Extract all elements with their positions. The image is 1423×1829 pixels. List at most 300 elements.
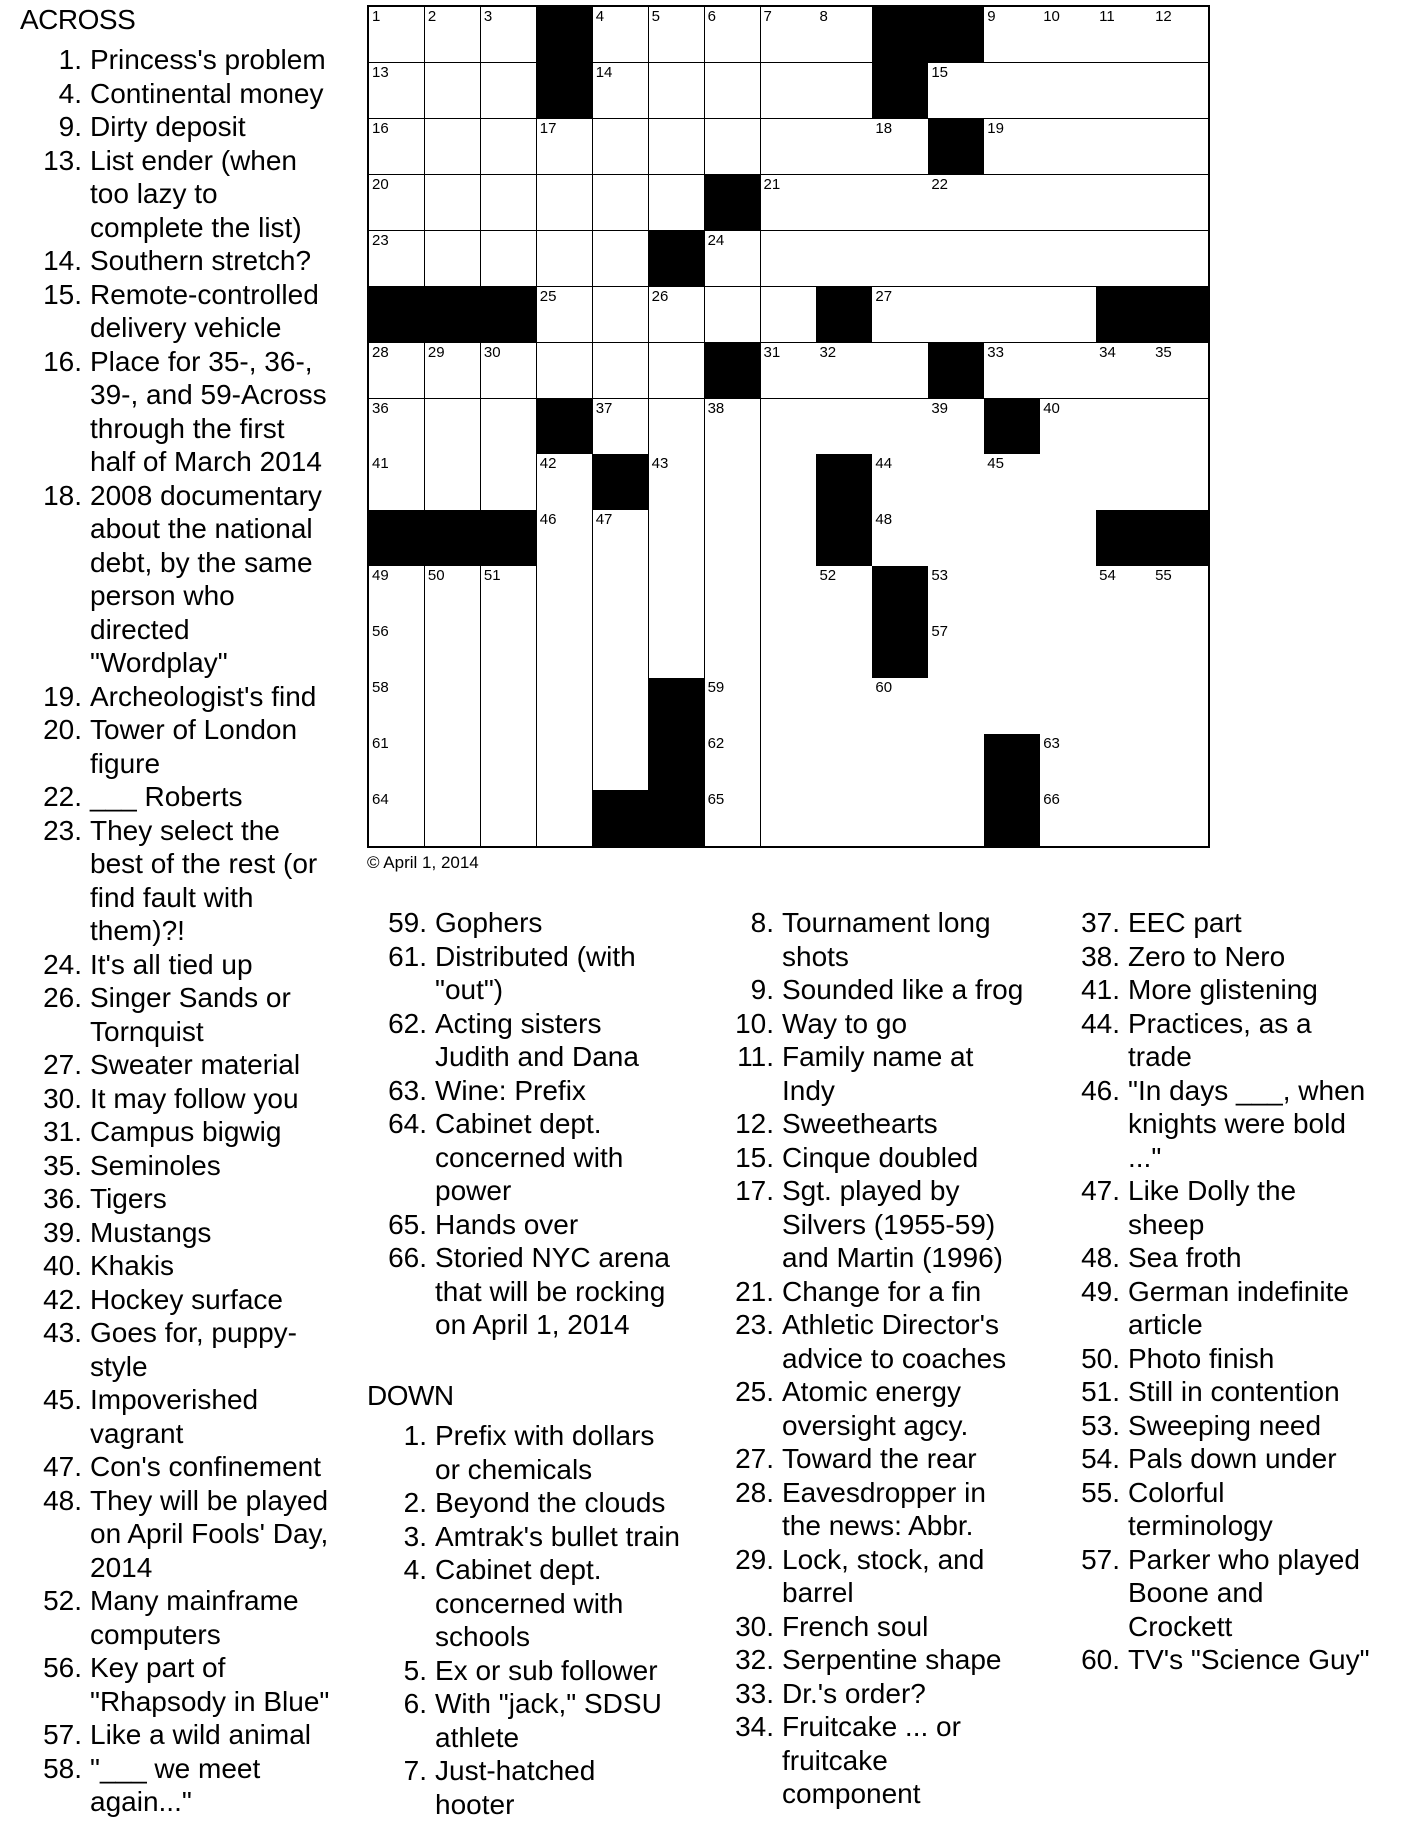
grid-cell[interactable] xyxy=(537,510,593,566)
grid-cell[interactable] xyxy=(593,7,649,63)
clue-text xyxy=(90,1584,350,1651)
clue-item xyxy=(20,1450,350,1484)
grid-cell[interactable] xyxy=(481,566,537,622)
grid-cell[interactable] xyxy=(872,287,928,343)
grid-cell[interactable] xyxy=(425,399,481,455)
grid-cell[interactable] xyxy=(537,454,593,510)
grid-cell[interactable] xyxy=(1040,399,1096,455)
grid-cell-number: 36 xyxy=(372,399,389,417)
grid-cell[interactable] xyxy=(761,399,817,455)
grid-cell[interactable] xyxy=(705,119,761,175)
grid-cell[interactable] xyxy=(705,7,761,63)
grid-cell[interactable] xyxy=(425,734,481,790)
grid-cell[interactable] xyxy=(1152,790,1208,846)
clue-line: Sea froth xyxy=(1128,1242,1242,1273)
clue-line: Judith and Dana xyxy=(435,1041,639,1072)
grid-cell[interactable] xyxy=(537,566,593,622)
clue-number: 2. xyxy=(403,1487,427,1518)
clue-item xyxy=(1058,1442,1418,1476)
grid-cell[interactable] xyxy=(816,399,872,455)
grid-cell[interactable] xyxy=(1096,343,1152,399)
grid-cell[interactable] xyxy=(928,231,984,287)
grid-cell[interactable] xyxy=(984,510,1040,566)
grid-cell[interactable] xyxy=(1096,566,1152,622)
grid-cell[interactable] xyxy=(369,7,425,63)
clue-line: Eavesdropper in xyxy=(782,1476,986,1508)
grid-cell[interactable] xyxy=(1096,678,1152,734)
grid-cell[interactable] xyxy=(816,231,872,287)
crossword-grid xyxy=(367,5,1210,848)
grid-cell[interactable] xyxy=(705,790,761,846)
clue-item xyxy=(712,1275,1052,1309)
clue-item xyxy=(365,1486,705,1520)
grid-cell[interactable] xyxy=(1096,622,1152,678)
grid-cell[interactable] xyxy=(1152,175,1208,231)
grid-cell[interactable] xyxy=(816,119,872,175)
clue-number: 50. xyxy=(1081,1342,1120,1374)
clue-number: 38. xyxy=(1081,940,1120,972)
grid-cell[interactable] xyxy=(1152,119,1208,175)
clue-text xyxy=(1128,1543,1418,1644)
grid-cell[interactable] xyxy=(928,454,984,510)
clue-text xyxy=(90,1450,350,1484)
clue-text xyxy=(782,1174,1052,1275)
grid-cell[interactable] xyxy=(928,510,984,566)
grid-cell[interactable] xyxy=(1040,454,1096,510)
grid-cell[interactable] xyxy=(1096,231,1152,287)
grid-cell-number: 4 xyxy=(595,8,605,25)
clue-item xyxy=(1058,973,1418,1007)
grid-cell[interactable] xyxy=(872,790,928,846)
clue-text xyxy=(90,110,350,144)
clue-line: Sweater material xyxy=(90,1049,301,1080)
clue-number: 37. xyxy=(1081,907,1120,938)
grid-cell[interactable] xyxy=(872,231,928,287)
clue-line: about the national xyxy=(90,513,313,544)
grid-cell[interactable] xyxy=(369,63,425,119)
grid-cell[interactable] xyxy=(481,678,537,734)
clue-number: 36. xyxy=(43,1183,82,1214)
grid-cell[interactable] xyxy=(761,287,817,343)
grid-cell[interactable] xyxy=(984,287,1040,343)
clue-item xyxy=(365,940,705,1007)
grid-cell[interactable] xyxy=(649,287,705,343)
grid-cell[interactable] xyxy=(481,119,537,175)
grid-cell[interactable] xyxy=(1096,790,1152,846)
clue-number: 14. xyxy=(43,245,82,276)
grid-cell[interactable] xyxy=(369,399,425,455)
grid-cell[interactable] xyxy=(872,343,928,399)
grid-cell[interactable] xyxy=(425,566,481,622)
grid-cell[interactable] xyxy=(537,175,593,231)
grid-cell[interactable] xyxy=(872,734,928,790)
clue-item xyxy=(20,1048,350,1082)
clue-text xyxy=(90,479,350,680)
grid-cell[interactable] xyxy=(369,678,425,734)
grid-cell[interactable] xyxy=(1152,63,1208,119)
grid-cell[interactable] xyxy=(649,510,705,566)
grid-block xyxy=(872,63,928,119)
grid-cell[interactable] xyxy=(481,63,537,119)
grid-cell[interactable] xyxy=(649,622,705,678)
clue-text xyxy=(782,1610,1052,1644)
grid-cell[interactable] xyxy=(761,566,817,622)
grid-cell-number: 61 xyxy=(372,735,389,753)
grid-cell[interactable] xyxy=(1152,343,1208,399)
grid-cell[interactable] xyxy=(928,734,984,790)
grid-cell[interactable] xyxy=(928,622,984,678)
grid-cell[interactable] xyxy=(593,622,649,678)
grid-cell[interactable] xyxy=(928,63,984,119)
clue-line: 2008 documentary xyxy=(90,479,322,511)
grid-cell[interactable] xyxy=(1096,63,1152,119)
clue-text xyxy=(1128,1007,1418,1074)
grid-cell[interactable] xyxy=(872,454,928,510)
grid-cell[interactable] xyxy=(761,119,817,175)
grid-cell[interactable] xyxy=(369,790,425,846)
grid-cell[interactable] xyxy=(593,678,649,734)
grid-cell[interactable] xyxy=(1040,231,1096,287)
clue-number: 52. xyxy=(43,1585,82,1616)
clue-line: Family name at xyxy=(782,1041,974,1072)
grid-cell[interactable] xyxy=(761,734,817,790)
grid-cell[interactable] xyxy=(593,287,649,343)
grid-cell[interactable] xyxy=(537,343,593,399)
grid-cell[interactable] xyxy=(593,63,649,119)
grid-cell[interactable] xyxy=(537,790,593,846)
grid-cell[interactable] xyxy=(481,790,537,846)
grid-cell[interactable] xyxy=(705,231,761,287)
grid-cell[interactable] xyxy=(1152,231,1208,287)
clue-line: style xyxy=(90,1350,148,1382)
grid-cell-number: 26 xyxy=(651,287,669,305)
grid-cell[interactable] xyxy=(1040,734,1096,790)
clue-number: 45. xyxy=(43,1384,82,1415)
grid-cell[interactable] xyxy=(425,119,481,175)
grid-cell[interactable] xyxy=(649,454,705,510)
grid-cell[interactable] xyxy=(1152,566,1208,622)
grid-cell[interactable] xyxy=(369,566,425,622)
grid-cell[interactable] xyxy=(649,566,705,622)
clue-line: With "jack," SDSU xyxy=(435,1688,662,1719)
grid-cell[interactable] xyxy=(369,119,425,175)
grid-cell[interactable] xyxy=(816,63,872,119)
grid-cell[interactable] xyxy=(872,399,928,455)
clue-line: again..." xyxy=(90,1786,192,1817)
grid-cell[interactable] xyxy=(1040,63,1096,119)
grid-cell-number: 57 xyxy=(931,623,949,641)
clue-line: Tower of London xyxy=(90,714,298,745)
clue-item xyxy=(20,43,350,77)
grid-cell[interactable] xyxy=(425,790,481,846)
grid-cell[interactable] xyxy=(1096,399,1152,455)
grid-cell[interactable] xyxy=(984,566,1040,622)
grid-cell[interactable] xyxy=(1040,119,1096,175)
clue-line: Pals down under xyxy=(1128,1443,1337,1474)
grid-cell[interactable] xyxy=(593,343,649,399)
grid-cell[interactable] xyxy=(984,678,1040,734)
grid-cell[interactable] xyxy=(872,175,928,231)
grid-cell[interactable] xyxy=(761,678,817,734)
clue-line: the news: Abbr. xyxy=(782,1510,974,1541)
grid-cell[interactable] xyxy=(816,734,872,790)
clue-item xyxy=(712,1677,1052,1711)
grid-cell[interactable] xyxy=(705,454,761,510)
grid-cell[interactable] xyxy=(761,231,817,287)
clue-line: Like Dolly the xyxy=(1128,1175,1297,1206)
grid-cell[interactable] xyxy=(705,622,761,678)
grid-cell[interactable] xyxy=(425,231,481,287)
grid-cell[interactable] xyxy=(1040,175,1096,231)
grid-cell-number: 15 xyxy=(931,63,949,81)
grid-cell[interactable] xyxy=(481,454,537,510)
grid-cell[interactable] xyxy=(816,7,872,63)
clue-number: 48. xyxy=(43,1484,82,1516)
grid-block xyxy=(649,231,705,287)
grid-cell[interactable] xyxy=(649,7,705,63)
clue-text xyxy=(435,1553,705,1654)
clue-item xyxy=(20,1484,350,1585)
grid-cell[interactable] xyxy=(984,175,1040,231)
grid-cell[interactable] xyxy=(984,622,1040,678)
grid-cell[interactable] xyxy=(872,510,928,566)
grid-cell[interactable] xyxy=(1152,622,1208,678)
grid-cell[interactable] xyxy=(593,566,649,622)
grid-cell[interactable] xyxy=(816,622,872,678)
grid-cell[interactable] xyxy=(425,7,481,63)
grid-block xyxy=(481,287,537,343)
grid-cell[interactable] xyxy=(1152,399,1208,455)
grid-cell[interactable] xyxy=(481,622,537,678)
clue-line: 39-, and 59-Across xyxy=(90,379,327,410)
grid-cell[interactable] xyxy=(593,119,649,175)
grid-cell[interactable] xyxy=(481,734,537,790)
grid-cell[interactable] xyxy=(481,7,537,63)
grid-cell[interactable] xyxy=(1040,7,1096,63)
grid-cell[interactable] xyxy=(1152,454,1208,510)
grid-cell[interactable] xyxy=(537,119,593,175)
grid-cell[interactable] xyxy=(705,287,761,343)
grid-cell[interactable] xyxy=(928,175,984,231)
grid-cell[interactable] xyxy=(1040,678,1096,734)
clue-item xyxy=(1058,1342,1418,1376)
clue-number: 17. xyxy=(735,1175,774,1206)
grid-cell[interactable] xyxy=(537,622,593,678)
grid-cell[interactable] xyxy=(649,343,705,399)
grid-cell[interactable] xyxy=(369,343,425,399)
clue-number: 32. xyxy=(735,1644,774,1675)
grid-cell[interactable] xyxy=(593,734,649,790)
clue-number: 15. xyxy=(735,1141,774,1173)
grid-cell-number: 47 xyxy=(595,511,613,529)
clue-line: More glistening xyxy=(1128,974,1318,1005)
grid-cell[interactable] xyxy=(928,566,984,622)
grid-cell[interactable] xyxy=(1096,7,1152,63)
grid-cell[interactable] xyxy=(872,119,928,175)
grid-cell[interactable] xyxy=(984,343,1040,399)
clue-item xyxy=(365,1687,705,1754)
grid-cell[interactable] xyxy=(984,119,1040,175)
grid-cell[interactable] xyxy=(705,399,761,455)
grid-cell[interactable] xyxy=(761,510,817,566)
grid-cell[interactable] xyxy=(1040,622,1096,678)
grid-cell[interactable] xyxy=(705,678,761,734)
clue-line: Crockett xyxy=(1128,1610,1233,1642)
grid-cell[interactable] xyxy=(816,790,872,846)
grid-cell[interactable] xyxy=(1040,566,1096,622)
clue-line: Con's confinement xyxy=(90,1451,322,1482)
grid-cell[interactable] xyxy=(761,343,817,399)
grid-cell[interactable] xyxy=(425,454,481,510)
grid-cell[interactable] xyxy=(593,231,649,287)
grid-block xyxy=(705,175,761,231)
grid-cell-number: 48 xyxy=(875,511,893,529)
clue-line: Amtrak's bullet train xyxy=(435,1520,680,1552)
clue-text xyxy=(90,680,350,714)
grid-cell[interactable] xyxy=(984,7,1040,63)
grid-cell[interactable] xyxy=(425,622,481,678)
grid-block xyxy=(928,343,984,399)
grid-cell[interactable] xyxy=(1040,790,1096,846)
grid-cell[interactable] xyxy=(984,454,1040,510)
grid-cell[interactable] xyxy=(705,566,761,622)
grid-cell-number: 14 xyxy=(595,63,613,81)
clue-item xyxy=(20,345,350,479)
grid-cell[interactable] xyxy=(1096,175,1152,231)
grid-cell[interactable] xyxy=(1152,734,1208,790)
grid-cell[interactable] xyxy=(984,231,1040,287)
grid-cell[interactable] xyxy=(816,175,872,231)
clue-text xyxy=(782,1476,1052,1543)
clue-line: on April 1, 2014 xyxy=(435,1309,630,1340)
grid-cell[interactable] xyxy=(928,287,984,343)
clue-line: Serpentine shape xyxy=(782,1644,1002,1675)
grid-cell[interactable] xyxy=(425,343,481,399)
grid-cell[interactable] xyxy=(872,678,928,734)
grid-cell[interactable] xyxy=(1096,734,1152,790)
grid-cell[interactable] xyxy=(481,343,537,399)
clue-line: Seminoles xyxy=(90,1149,221,1181)
grid-cell-number: 37 xyxy=(595,399,613,417)
grid-cell[interactable] xyxy=(481,175,537,231)
grid-cell[interactable] xyxy=(481,399,537,455)
clue-line: TV's "Science Guy" xyxy=(1128,1644,1370,1675)
grid-cell[interactable] xyxy=(705,734,761,790)
clue-text xyxy=(782,1543,1052,1610)
clue-number: 54. xyxy=(1081,1443,1120,1474)
grid-cell[interactable] xyxy=(369,622,425,678)
grid-block xyxy=(816,287,872,343)
clue-line: Beyond the clouds xyxy=(435,1487,666,1518)
grid-cell[interactable] xyxy=(649,119,705,175)
grid-block xyxy=(649,678,705,734)
grid-cell[interactable] xyxy=(1152,7,1208,63)
clue-line: Impoverished xyxy=(90,1384,259,1415)
clue-number: 9. xyxy=(750,974,774,1005)
grid-cell[interactable] xyxy=(537,678,593,734)
clue-text xyxy=(90,1316,350,1383)
grid-cell[interactable] xyxy=(649,175,705,231)
clue-number: 66. xyxy=(388,1242,427,1273)
clue-line: Storied NYC arena xyxy=(435,1242,671,1273)
grid-cell[interactable] xyxy=(369,454,425,510)
grid-cell[interactable] xyxy=(984,63,1040,119)
clue-line: best of the rest (or xyxy=(90,848,318,879)
grid-cell[interactable] xyxy=(649,63,705,119)
grid-cell[interactable] xyxy=(537,287,593,343)
clue-number: 57. xyxy=(43,1719,82,1750)
clue-line: Sounded like a frog xyxy=(782,974,1024,1005)
clue-number: 59. xyxy=(388,907,427,938)
grid-cell[interactable] xyxy=(537,231,593,287)
grid-cell[interactable] xyxy=(369,175,425,231)
grid-cell[interactable] xyxy=(369,734,425,790)
grid-cell[interactable] xyxy=(816,678,872,734)
grid-cell[interactable] xyxy=(425,175,481,231)
grid-cell-number: 40 xyxy=(1043,399,1060,417)
clue-item xyxy=(365,1241,705,1342)
clue-text xyxy=(90,1383,350,1450)
grid-cell[interactable] xyxy=(425,63,481,119)
grid-cell[interactable] xyxy=(481,231,537,287)
grid-cell[interactable] xyxy=(928,790,984,846)
grid-cell[interactable] xyxy=(1040,343,1096,399)
grid-cell[interactable] xyxy=(761,454,817,510)
grid-cell-number: 41 xyxy=(372,455,389,473)
grid-cell[interactable] xyxy=(593,175,649,231)
grid-cell-number: 64 xyxy=(372,791,389,809)
grid-cell[interactable] xyxy=(1040,510,1096,566)
clue-line: Continental money xyxy=(90,77,324,109)
grid-cell[interactable] xyxy=(1040,287,1096,343)
clue-text xyxy=(90,713,350,780)
clue-line: They will be played xyxy=(90,1484,329,1516)
grid-cell-number: 6 xyxy=(707,8,716,25)
grid-cell[interactable] xyxy=(369,231,425,287)
clue-item xyxy=(1058,1074,1418,1175)
clue-line: Remote-controlled xyxy=(90,278,319,310)
grid-cell[interactable] xyxy=(816,343,872,399)
grid-cell[interactable] xyxy=(705,510,761,566)
grid-cell[interactable] xyxy=(761,7,817,63)
grid-cell[interactable] xyxy=(705,63,761,119)
grid-cell[interactable] xyxy=(649,399,705,455)
clue-line: concerned with xyxy=(435,1141,624,1173)
grid-cell[interactable] xyxy=(928,678,984,734)
grid-cell[interactable] xyxy=(1096,119,1152,175)
grid-cell[interactable] xyxy=(761,63,817,119)
clue-line: Atomic energy xyxy=(782,1376,961,1407)
grid-cell[interactable] xyxy=(425,678,481,734)
clue-item xyxy=(20,278,350,345)
clue-line: "___ we meet xyxy=(90,1752,261,1784)
clue-number: 11. xyxy=(737,1041,774,1072)
grid-block xyxy=(872,566,928,622)
grid-cell[interactable] xyxy=(761,622,817,678)
grid-cell[interactable] xyxy=(593,399,649,455)
grid-cell[interactable] xyxy=(761,790,817,846)
grid-cell[interactable] xyxy=(928,399,984,455)
grid-cell[interactable] xyxy=(761,175,817,231)
grid-cell[interactable] xyxy=(1096,454,1152,510)
clue-number: 15. xyxy=(43,278,82,310)
clue-text xyxy=(1128,1275,1418,1342)
grid-cell[interactable] xyxy=(816,566,872,622)
grid-cell[interactable] xyxy=(593,510,649,566)
grid-cell[interactable] xyxy=(1152,678,1208,734)
grid-cell[interactable] xyxy=(537,734,593,790)
grid-block xyxy=(1096,510,1152,566)
